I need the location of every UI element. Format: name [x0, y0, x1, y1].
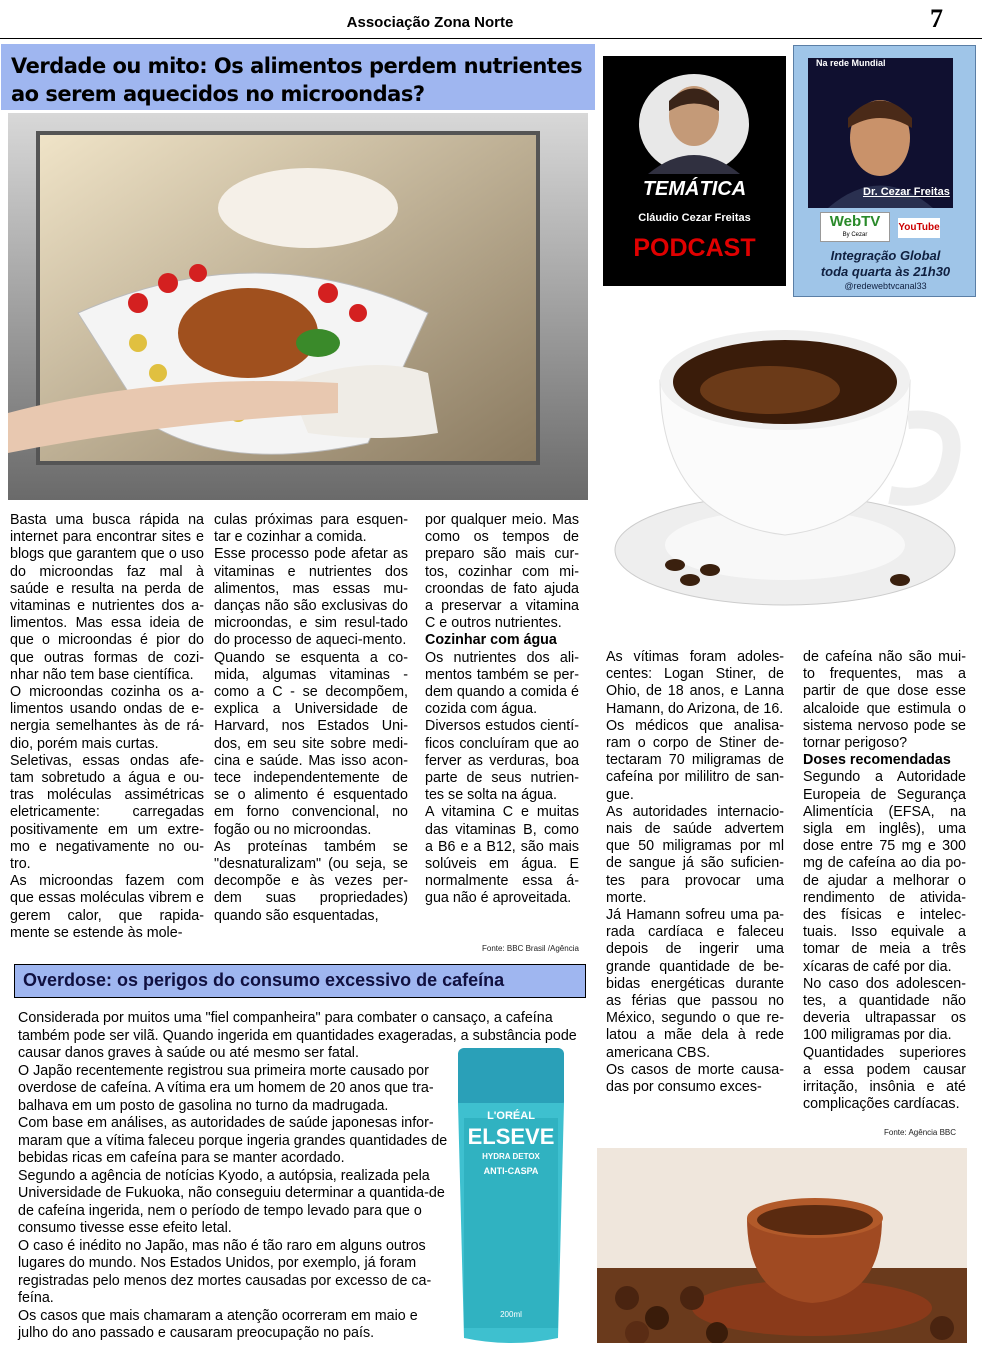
webtv-handle: @redewebtvcanal33: [844, 281, 927, 291]
page-number: 7: [930, 4, 943, 33]
podcast-ad: [603, 56, 786, 286]
coffee-cup-photo: [610, 320, 970, 620]
presenter-name: Dr. Cezar Freitas: [863, 186, 950, 198]
podcast-brand: TEMÁTICA: [642, 178, 747, 200]
shampoo-product: ELSEVE: [467, 1124, 555, 1149]
paragraph: Os casos que mais chamaram a atenção ocorreram em maio e julho do ano passado e causaram preocupação no país.: [18, 1307, 418, 1341]
headline-line-2: ao serem aquecidos no microondas?: [11, 82, 425, 106]
webtv-logo-text: WebTV: [829, 213, 881, 230]
paragraph: O Japão recentemente registrou sua primeira morte causado por overdose de cafeína. A vítima era um homem de 20 anos que tra-balhava em um posto de gasolina no turno da madrugada.: [18, 1062, 434, 1114]
article1-column-1: [10, 512, 204, 942]
podcast-label: PODCAST: [633, 234, 756, 262]
paragraph: As proteínas também se "desnaturalizam" (ou seja, se decompõe e às vezes per-dem suas propriedades) quando são esquentadas,: [214, 838, 408, 924]
article2-source: Fonte: Agência BBC: [884, 1128, 957, 1137]
webtv-logo: [820, 212, 890, 242]
presenter-photo: [808, 58, 953, 208]
header-divider: [0, 38, 982, 39]
shampoo-sub: ANTI-CASPA: [483, 1166, 539, 1176]
headline-line-1: Verdade ou mito: Os alimentos perdem nutrientes: [11, 54, 583, 78]
webtv-logo-sub: By Cezar: [842, 232, 868, 238]
paragraph: Considerada por muitos uma "fiel companheira" para combater o cansaço, a cafeína também pode ser vilã. Quando ingerida em quantidades exageradas, a substância pode causar danos graves à saúde ou até mesmo ser fatal.: [18, 1010, 577, 1061]
paragraph: Seletivas, essas ondas afe-tam sobretudo a água e ou-tras moléculas assimétricas eletricamente: carregadas positivamente em um extre-mo e negativamente no ou-tro.: [10, 752, 204, 873]
paragraph: Esse processo pode afetar as vitaminas e nutrientes dos alimentos, mas essas mu-danças não são exclusivas do microondas, e sim resul-tado do processo de aqueci-mento.: [214, 546, 408, 649]
paragraph: Segundo a Autoridade Europeia de Segurança Alimentícia (EFSA, na sigla em inglês), uma dose entre 75 mg e 300 mg de cafeína ao dia po-de ajudar a melhorar o rendimento de ativida-des físicas e intelec-tuais. Isso equivale a tomar de meia a três xícaras de café por dia.: [803, 769, 966, 975]
paragraph: O microondas cozinha os a-limentos usando ondas de e-nergia semelhantes às de rá-dio, porém mais curtas.: [10, 684, 204, 752]
webtv-slogan-2: toda quarta às 21h30: [820, 264, 951, 279]
paragraph: Já Hamann sofreu uma pa-rada cardíaca e faleceu depois de ingerir uma grande quantidade de be-bidas energéticas durante as férias que passou no México, segundo o que re-latou a mãe dela à rede americana CBS.: [606, 907, 784, 1061]
shampoo-bottle-photo: [450, 1048, 572, 1348]
shampoo-brand: L'ORÉAL: [487, 1110, 535, 1122]
paragraph: Quantidades superiores a essa podem causar irritação, insônia e até complicações cardíacas.: [803, 1044, 966, 1113]
paragraph: A vitamina C e muitas das vitaminas B, como a B6 e a B12, são mais solúveis em água. E normalmente essa á-gua não é aproveitada.: [425, 804, 579, 907]
article-headline-box: [1, 44, 595, 110]
paragraph: de cafeína não são mui-to frequentes, mas a partir de que dose esse alcaloide que estimula o sistema nervoso pode se tornar perigoso?: [803, 649, 966, 752]
paragraph: As microondas fazem com que essas moléculas vibrem e gerem calor, que rapida-mente se estende às mole-: [10, 873, 204, 941]
coffee-beans-photo: [597, 1148, 967, 1343]
subheading: Doses recomendadas: [803, 752, 951, 769]
shampoo-line: HYDRA DETOX: [482, 1152, 540, 1161]
paragraph: Segundo a agência de notícias Kyodo, a autópsia, realizada pela Universidade de Fukuoka, não conseguiu determinar a quantida-de de cafeína ingerida, nem o período de tempo levado para que o consumo tivesse esse efeito letal.: [18, 1167, 445, 1236]
subheading: Cozinhar com água: [425, 632, 557, 649]
paragraph: Os médicos que analisa-ram o corpo de Stiner de-tectaram 70 miligramas de cafeína por mililitro de san-gue.: [606, 717, 784, 803]
webtv-slogan-1: Integração Global: [830, 248, 941, 263]
paragraph: por qualquer meio. Mas como os tempos de preparo são mais cur-tos, cozinhar com mi-croondas de fato ajuda a preservar a vitamina C e outros nutrientes.: [425, 512, 579, 632]
article-headline: [1, 44, 595, 116]
youtube-logo: YouTube: [898, 218, 940, 238]
newspaper-title: Associação Zona Norte: [346, 14, 514, 31]
paragraph: culas próximas para esquen-tar e cozinhar a comida.: [214, 512, 408, 546]
article2-column-1: [606, 649, 784, 1096]
article2-column-2: [803, 649, 966, 1113]
podcast-host: Cláudio Cezar Freitas: [638, 212, 751, 224]
article1-column-2: [214, 512, 408, 925]
overdose-headline-box: [14, 964, 586, 998]
article1-source: Fonte: BBC Brasil /Agência: [482, 944, 579, 953]
paragraph: Os casos de morte causa-das por consumo exces-: [606, 1061, 784, 1096]
webtv-top-label: Na rede Mundial: [816, 58, 886, 68]
paragraph: Diversos estudos cientí-ficos concluíram que ao ferver as verduras, boa parte de seus nutrien-tes se solta na água.: [425, 718, 579, 804]
article1-column-3: [425, 512, 579, 908]
webtv-ad: [793, 45, 976, 297]
shampoo-volume: 200ml: [500, 1310, 522, 1319]
paragraph: Quando se esquenta a co-mida, algumas vitaminas - como a C - se decompõem, explica a Universidade de Harvard, nos Estados Uni-dos, em seu site sobre medi-cina e saúde. Mas isso acon-tece independentemente de se o alimento é esquentado em forno convencional, no fogão ou no microondas.: [214, 649, 408, 838]
paragraph: O caso é inédito no Japão, mas não é tão raro em alguns outros lugares do mundo. Nos Estados Unidos, por exemplo, já foram registradas pelo menos dez mortes causadas por excesso de ca-feína.: [18, 1237, 432, 1306]
paragraph: Com base em análises, as autoridades de saúde japonesas infor-maram que a vítima faleceu porque ingeria grandes quantidades de bebidas ricas em cafeína para se manter acordado.: [18, 1115, 448, 1166]
overdose-headline: Overdose: os perigos do consumo excessivo de cafeína: [23, 970, 505, 990]
paragraph: No caso dos adolescen-tes, a quantidade não deveria ultrapassar os 100 miligramas por dia.: [803, 975, 966, 1044]
microwave-food-photo: [8, 113, 588, 500]
paragraph: Basta uma busca rápida na internet para encontrar sites e blogs que garantem que o uso do microondas faz mal à saúde e resulta na perda de vitaminas e nutrientes dos a-limentos. Mas essa ideia de que o microondas é pior do que outras formas de cozi-nhar não tem base científica.: [10, 512, 204, 683]
paragraph: Os nutrientes dos ali-mentos também se per-dem quando a comida é cozida com água.: [425, 649, 579, 718]
paragraph: As autoridades internacio-nais de saúde advertem que 50 miligramas por ml de sangue já são suficien-tes para provocar uma morte.: [606, 803, 784, 906]
paragraph: As vítimas foram adoles-centes: Logan Stiner, de Ohio, de 18 anos, e Lanna Hamann, do Arizona, de 16.: [606, 649, 784, 717]
